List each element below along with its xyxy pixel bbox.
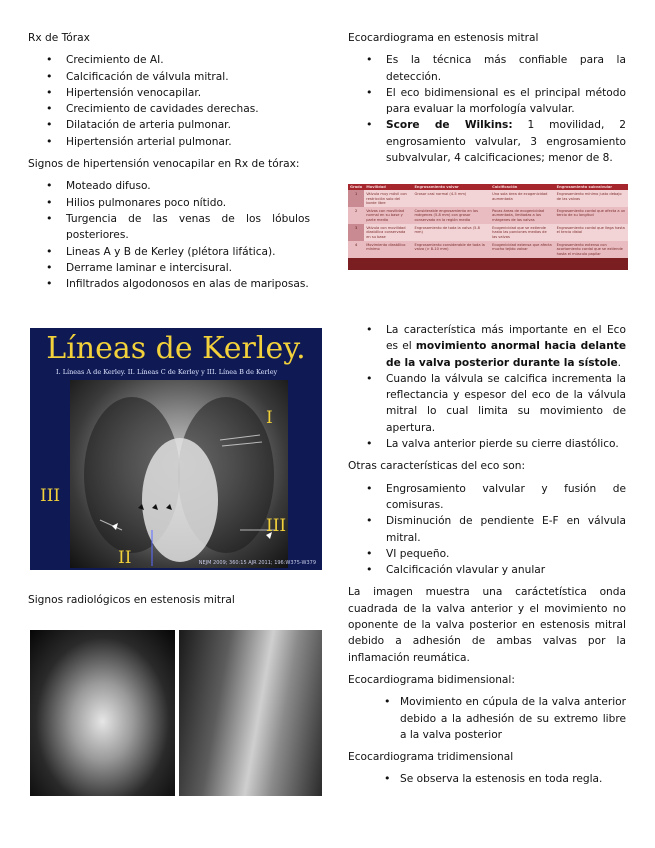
list-item: • Movimiento en cúpula de la valva anterior debido a la adhesión de su extremo libre a la valva posterior [348,694,626,743]
column-header: Calcificación [490,184,555,190]
table-row [348,224,628,241]
table-cell: 2 [348,207,364,224]
bidim-list [348,694,626,743]
table-cell: Ecogenicidad extensa que afecta mucho tejido valvar [490,241,555,258]
list-item [348,322,626,371]
wilkins-text: 1 movilidad, 2 engrosamiento valvular, 3 engrosamiento subvalvular, 4 calcificaciones; menor de 8. [386,119,627,165]
table-cell: Engrosamiento mínimo justo debajo de las valvas [555,190,628,207]
table-row [348,190,628,207]
table-cell: Válvula con movilidad diastólica conservada en su base [364,224,412,241]
right-column-top [348,30,626,166]
tridim-list [348,771,626,787]
list-item: • Hipertensión venocapilar. [28,85,310,101]
table-cell: Considerable engrosamiento en los márgenes (5-8 mm) con grosor conservado en la región media [412,207,490,224]
chest-pa-radiograph [30,630,175,796]
imagen-paragraph: La imagen muestra una caráctetística onda cuadrada de la valva anterior y el movimiento no oponente de la valva posterior en estenosis mitral debido a adhesión de ambas valvas por la inflamación reumática. [348,586,626,664]
table-cell: Valvas con movilidad normal en su base y parte media [364,207,412,224]
table-cell: Engrosamiento extenso con acortamiento cordal que se extiende hasta el músculo papilar [555,241,628,258]
table-cell: Grosor casi normal (4-5 mm) [412,190,490,207]
label-roman-3-left: III [40,486,61,506]
column-header: Grado [350,185,363,189]
list-item: • Calcificación vlavular y anular [348,562,626,578]
char-list [348,322,626,452]
chest-xray-image [70,380,288,568]
char-text-end: . [617,356,622,369]
list-item: • Turgencia de las venas de los lóbulos posteriores. [28,211,310,244]
table-cell: Una sola área de ecogenicidad aumentada [490,190,555,207]
column-header: Engrosamiento subvalvular [555,184,628,190]
otras-heading: Otras características del eco son: [348,460,526,473]
list-item: • Se observa la estenosis en toda regla. [348,771,626,787]
kerley-title: Líneas de Kerley. [46,331,306,366]
list-item: • Lineas A y B de Kerley (plétora lifática). [28,244,310,260]
xray-detail [70,380,288,568]
list-item: • Disminución de pendiente E-F en válvula mitral. [348,513,626,546]
list-item: • Hipertensión arterial pulmonar. [28,134,310,150]
right-column-bottom [348,322,626,788]
list-item: • El eco bidimensional es el principal método para evaluar la morfología valvular. [348,85,626,118]
table-cell: 1 [348,190,364,207]
kerley-lines-figure [30,328,322,570]
list-item: • Engrosamiento valvular y fusión de comisuras. [348,481,626,514]
wilkins-label: Score de Wilkins: [386,119,513,132]
list-item: • La valva anterior pierde su cierre diastólico. [348,436,626,452]
list-item: • Derrame laminar e intercisural. [28,260,310,276]
kerley-reference: NEJM 2009; 360:15 AJR 2011; 196:W375-W379 [198,560,316,566]
otras-list [348,481,626,579]
list-item: • Es la técnica más confiable para la detección. [348,52,626,85]
signos-heading: Signos de hipertensión venocapilar en Rx de tórax: [28,158,300,171]
table-cell: Engrosamiento considerable de toda la valva (> 8-10 mm) [412,241,490,258]
list-item: • Dilatación de arteria pulmonar. [28,117,310,133]
list-item: • Crecimiento de AI. [28,52,310,68]
table-cell: Movimiento diastólico mínimo [364,241,412,258]
list-item: • VI pequeño. [348,546,626,562]
table-cell: 4 [348,241,364,258]
list-item: • Infiltrados algodonosos en alas de mariposas. [28,276,310,292]
kerley-subtitle: I. Líneas A de Kerley. II. Líneas C de Kerley y III. Línea B de Kerley [56,368,278,376]
radiograph-pair [30,630,322,796]
list-item: • Moteado difuso. [28,178,310,194]
list-item: • Calcificación de válvula mitral. [28,69,310,85]
chest-lateral-radiograph [179,630,322,796]
list-item: • Crecimiento de cavidades derechas. [28,101,310,117]
rx-heading: Rx de Tórax [28,32,90,44]
rx-list [28,52,310,150]
list-item: • Cuando la válvula se calcifica incrementa la reflectancia y espesor del eco de la válvula mitral lo cual limita su movimiento de apertura. [348,371,626,436]
bidim-heading: Ecocardiograma bidimensional: [348,673,515,686]
eco-list [348,52,626,166]
table-cell: Engrosamiento cordal que afecta a un tercio de su longitud [555,207,628,224]
left-column [28,30,310,292]
column-header: Engrosamiento valvar [412,184,490,190]
label-roman-1: I [266,408,273,428]
table-row [348,207,628,224]
char-text: La característica más importante en el Eco es el [386,324,626,353]
label-roman-3-right: III [266,516,287,536]
table-cell: Ecogenicidad que se extiende hasta las porciones medias de las valvas [490,224,555,241]
signos-list [28,178,310,292]
table-cell: Válvula muy móvil con restricción solo del borde libre [364,190,412,207]
tridim-heading: Ecocardiograma tridimensional [348,751,514,764]
column-header: Movilidad [364,184,412,190]
radio-caption: Signos radiológicos en estenosis mitral [28,594,235,606]
list-item [348,117,626,166]
list-item: • Hilios pulmonares poco nítido. [28,195,310,211]
table-cell: Engrosamiento cordal que llega hasta el tercio distal [555,224,628,241]
table-row [348,241,628,258]
table-cell: 3 [348,224,364,241]
table-cell: Pocas áreas de ecogenicidad aumentada, limitadas a los márgenes de las valvas [490,207,555,224]
char-bold-text: movimiento anormal hacia delante de la valva posterior durante la sístole [386,340,627,369]
eco-heading: Ecocardiograma en estenosis mitral [348,32,539,44]
wilkins-score-table [348,184,628,270]
table-cell: Engrosamiento de toda la valva (5-8 mm) [412,224,490,241]
label-roman-2: II [118,548,132,568]
